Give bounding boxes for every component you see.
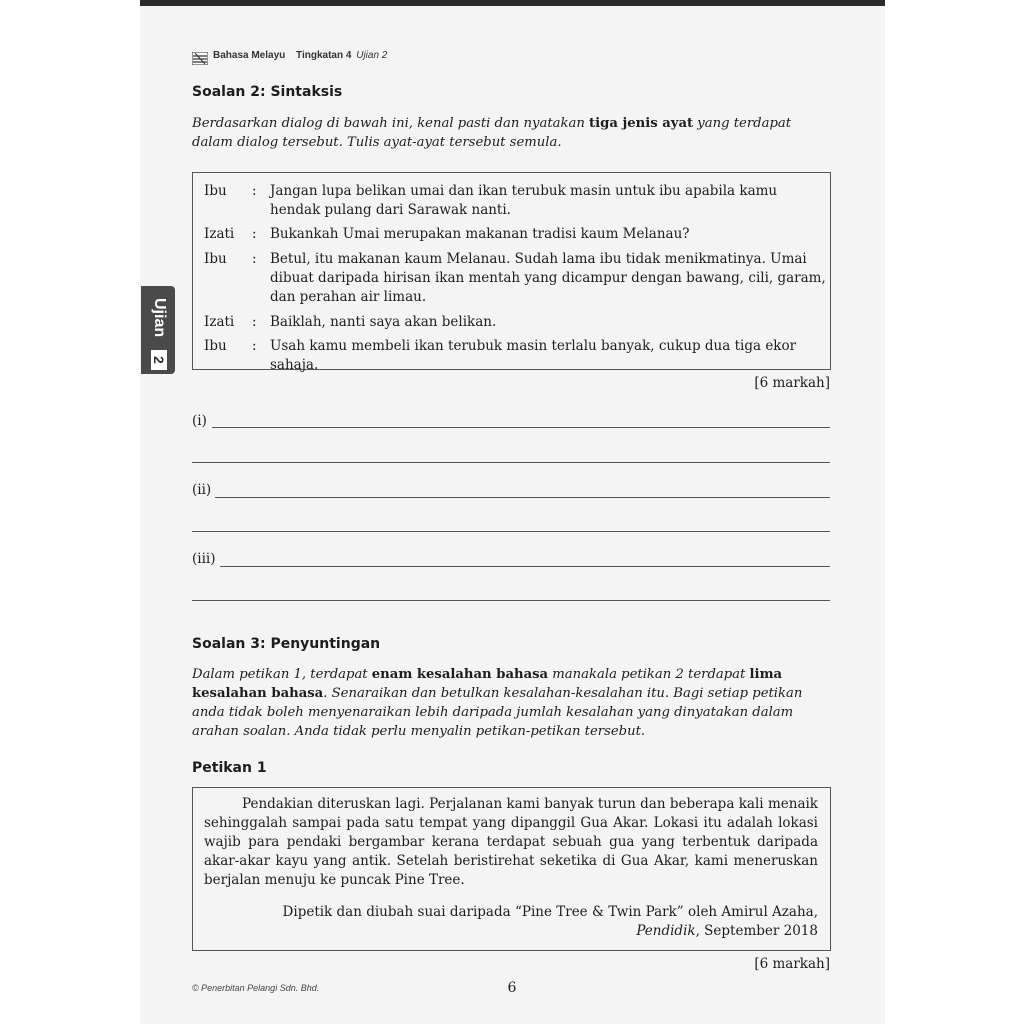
answer-line[interactable] bbox=[192, 600, 830, 601]
page-header bbox=[213, 50, 513, 64]
answer-line[interactable] bbox=[215, 497, 830, 498]
answer-label: (i) bbox=[192, 413, 207, 429]
side-tab-number: 2 bbox=[151, 350, 167, 370]
petikan1-marks: [6 markah] bbox=[754, 956, 830, 972]
petikan1-source: Dipetik dan diubah suai daripada “Pine Tree & Twin Park” oleh Amirul Azaha, Pendidik, September 2018 bbox=[282, 904, 818, 939]
dialog: Ibu : Jangan lupa belikan umai dan ikan terubuk masin untuk ibu apabila kamu hendak pulang dari Sarawak nanti. Izati : Bukankah Umai merupakan makanan tradisi kaum Melanau? Ibu : Betul, itu makanan kaum Melanau. Sudah lama ibu tidak menikmatinya. Umai dibuat daripada hirisan ikan mentah yang dicampur dengan bawang, cili, garam, dan perahan air limau. Izati : Baiklah, nanti saya akan belikan. Ibu : Usah kamu membeli ikan terubuk masin terlalu banyak, cukup dua tiga ekor sahaja. bbox=[204, 182, 829, 362]
source-publication: Pendidik bbox=[636, 923, 696, 939]
header-logo-icon bbox=[192, 50, 208, 63]
answer-label: (iii) bbox=[192, 551, 216, 567]
header-level: Tingkatan 4 bbox=[296, 50, 352, 61]
dialog-text: Jangan lupa belikan umai dan ikan terubuk masin untuk ibu apabila kamu hendak pulang dari Sarawak nanti. bbox=[270, 183, 778, 218]
answer-line[interactable] bbox=[220, 566, 830, 567]
dialog-speaker: Ibu bbox=[204, 183, 227, 199]
dialog-text: Bukankah Umai merupakan makanan tradisi kaum Melanau? bbox=[270, 226, 690, 242]
dialog-speaker: Izati bbox=[204, 226, 235, 242]
answer-label: (ii) bbox=[192, 482, 212, 498]
side-tab-label: Ujian bbox=[151, 298, 168, 338]
scan-margin-right bbox=[885, 0, 1024, 1024]
soalan2-instruction: Berdasarkan dialog di bawah ini, kenal pasti dan nyatakan tiga jenis ayat yang terdapat dalam dialog tersebut. Tulis ayat-ayat tersebut semula. bbox=[192, 116, 792, 150]
soalan3-title: Soalan 3: Penyuntingan bbox=[192, 636, 381, 652]
dialog-speaker: Ibu bbox=[204, 338, 227, 354]
soalan2-title: Soalan 2: Sintaksis bbox=[192, 84, 343, 100]
scan-margin-left bbox=[0, 0, 140, 1024]
header-test: Ujian 2 bbox=[356, 50, 388, 61]
page-number: 6 bbox=[507, 980, 517, 996]
answer-line[interactable] bbox=[212, 427, 830, 428]
dialog-text: Baiklah, nanti saya akan belikan. bbox=[270, 314, 497, 330]
header-subject: Bahasa Melayu bbox=[213, 50, 286, 61]
dialog-text: Betul, itu makanan kaum Melanau. Sudah lama ibu tidak menikmatinya. Umai dibuat daripada hirisan ikan mentah yang dicampur dengan bawang, cili, garam, dan perahan air limau. bbox=[270, 251, 826, 305]
dialog-speaker: Ibu bbox=[204, 251, 227, 267]
answer-line[interactable] bbox=[192, 531, 830, 532]
dialog-text: Usah kamu membeli ikan terubuk masin terlalu banyak, cukup dua tiga ekor sahaja. bbox=[270, 338, 797, 373]
soalan2-marks: [6 markah] bbox=[754, 375, 830, 391]
petikan1-text: Pendakian diteruskan lagi. Perjalanan kami banyak turun dan beberapa kali menaik sehinggalah sampai pada satu tempat yang dipanggil Gua Akar. Lokasi itu adalah lokasi wajib para pendaki bergambar kerana terdapat sebuah gua yang terbentuk daripada akar-akar kayu yang antik. Setelah beristirehat seketika di Gua Akar, kami meneruskan berjalan menuju ke puncak Pine Tree. bbox=[204, 796, 818, 888]
dialog-speaker: Izati bbox=[204, 314, 235, 330]
answer-line[interactable] bbox=[192, 462, 830, 463]
footer-publisher: © Penerbitan Pelangi Sdn. Bhd. bbox=[192, 983, 320, 993]
petikan1-title: Petikan 1 bbox=[192, 760, 267, 776]
scan-top-edge bbox=[140, 0, 885, 6]
soalan3-instruction: Dalam petikan 1, terdapat enam kesalahan bahasa manakala petikan 2 terdapat lima kesalahan bahasa. Senaraikan dan betulkan kesalahan-kesalahan itu. Bagi setiap petikan anda tidak boleh menyenaraikan lebih daripada jumlah kesalahan yang dinyatakan dalam arahan soalan. Anda tidak perlu menyalin petikan-petikan tersebut. bbox=[192, 667, 803, 739]
